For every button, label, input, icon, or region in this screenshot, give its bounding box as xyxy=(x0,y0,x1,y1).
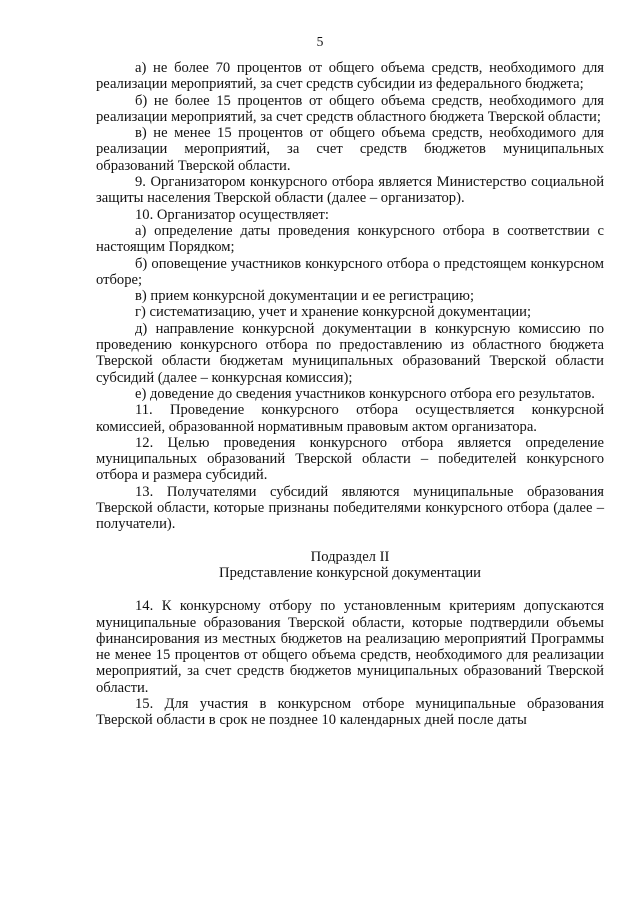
paragraph-12: 12. Целью проведения конкурсного отбора является определение муниципальных образований Тверской области – победителей конкурсного отбора и размера субсидий. xyxy=(96,434,604,484)
paragraph-9: 9. Организатором конкурсного отбора является Министерство социальной защиты населения Тверской области (далее – организатор). xyxy=(96,174,604,207)
paragraph-subitem-a: а) не более 70 процентов от общего объема средств, необходимого для реализации мероприятий, за счет средств субсидии из федерального бюджета; xyxy=(96,60,604,93)
paragraph-14: 14. К конкурсному отбору по установленным критериям допускаются муниципальные образования Тверской области, которые подтвердили объемы финансирования из местных бюджетов на реализацию мероприятий Программы не менее 15 процентов от общего объема средств, необходимого для реализации мероприятий, за счет средств бюджетов муниципальных образований Тверской области. xyxy=(96,598,604,696)
paragraph-11: 11. Проведение конкурсного отбора осуществляется конкурсной комиссией, образованной нормативным правовым актом организатора. xyxy=(96,402,604,435)
subsection-label: Подраздел II xyxy=(310,548,390,565)
document-body xyxy=(96,60,604,729)
page-number: 5 xyxy=(316,34,324,49)
paragraph-10-a: а) определение даты проведения конкурсного отбора в соответствии с настоящим Порядком; xyxy=(96,222,604,256)
paragraph-subitem-v: в) не менее 15 процентов от общего объема средств, необходимого для реализации мероприятий, за счет средств бюджетов муниципальных образований Тверской области. xyxy=(96,125,604,174)
paragraph-subitem-b: б) не более 15 процентов от общего объема средств, необходимого для реализации мероприятий, за счет средств областного бюджета Тверской области; xyxy=(96,92,604,125)
paragraph-10-e: е) доведение до сведения участников конкурсного отбора его результатов. xyxy=(135,385,595,402)
paragraph-10-d: д) направление конкурсной документации в конкурсную комиссию по проведению конкурсного отбора по предоставлению из областного бюджета Тверской области бюджетам муниципальных образований Тверской области субсидий (далее – конкурсная комиссия); xyxy=(96,320,604,386)
paragraph-10-v: в) прием конкурсной документации и ее регистрацию; xyxy=(135,288,475,305)
paragraph-10-g: г) систематизацию, учет и хранение конкурсной документации; xyxy=(135,304,532,321)
paragraph-15: 15. Для участия в конкурсном отборе муниципальные образования Тверской области в срок не позднее 10 календарных дней после даты xyxy=(96,695,604,729)
paragraph-13: 13. Получателями субсидий являются муниципальные образования Тверской области, которые признаны победителями конкурсного отбора (далее – получатели). xyxy=(96,483,604,533)
paragraph-10: 10. Организатор осуществляет: xyxy=(135,206,329,223)
subsection-title: Представление конкурсной документации xyxy=(219,564,481,581)
paragraph-10-b: б) оповещение участников конкурсного отбора о предстоящем конкурсном отборе; xyxy=(96,255,604,288)
